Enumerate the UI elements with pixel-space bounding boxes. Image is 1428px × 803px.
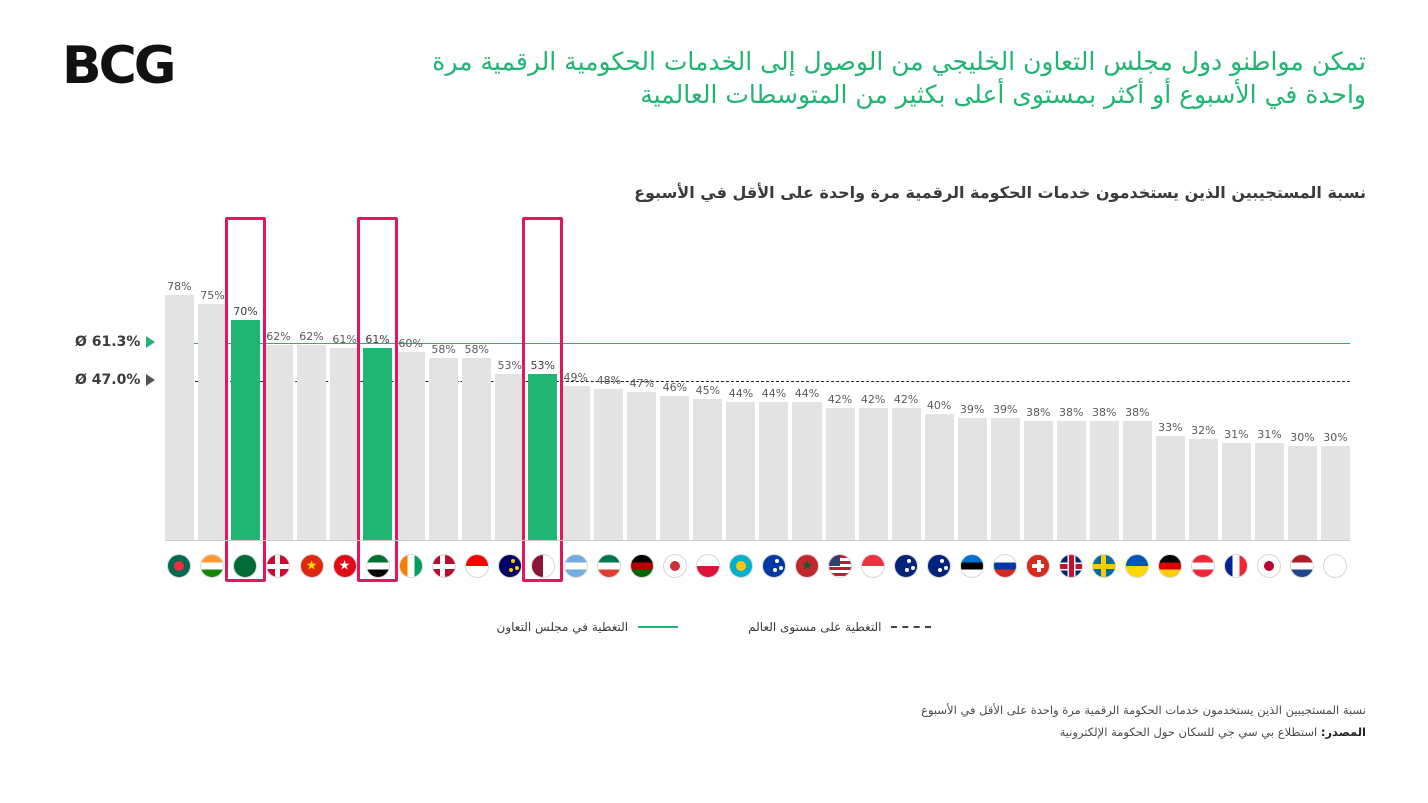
bar-column: [1189, 235, 1218, 540]
flag-cell: [826, 546, 855, 586]
flag-cell: [925, 546, 954, 586]
bar-column: [660, 235, 689, 540]
bar: [594, 374, 623, 540]
chart-legend: [0, 620, 1428, 634]
flag-cell: [892, 546, 921, 586]
bar-column: [1321, 235, 1350, 540]
bar-value-label: 53%: [497, 358, 522, 372]
bar: [627, 377, 656, 540]
flag-icon-che: [1026, 554, 1050, 578]
flag-cell: [627, 546, 656, 586]
bar-column: [396, 235, 425, 540]
bar-value-label: 32%: [1191, 424, 1216, 438]
bar-value-label: 30%: [1290, 430, 1315, 444]
footer: [366, 700, 1366, 744]
footer-source-label: المصدر:: [1320, 724, 1366, 739]
bar-column: [1024, 235, 1053, 540]
bar-column: [495, 235, 524, 540]
flag-icon-pol: [696, 554, 720, 578]
flag-icon-aut: [1191, 554, 1215, 578]
bar: [1288, 430, 1317, 540]
bar: [264, 330, 293, 540]
bar-value-label: 42%: [893, 393, 919, 407]
bar: [759, 386, 788, 540]
plot-region: [165, 235, 1350, 540]
flag-icon-ken: [630, 554, 654, 578]
bar: [1057, 405, 1086, 540]
flag-icon-are: [366, 554, 390, 578]
bar: [297, 330, 326, 540]
legend-solid-line-icon: [638, 626, 678, 628]
bar: [925, 399, 954, 540]
bcg-logo: BCG: [62, 36, 174, 96]
flag-cell: [693, 546, 722, 586]
bar-value-label: 30%: [1323, 430, 1348, 444]
footer-source: [366, 722, 1366, 744]
bar: [330, 333, 359, 540]
bar-value-label: 49%: [563, 371, 588, 385]
flag-icon-aus: [927, 554, 951, 578]
bar-value-label: 44%: [728, 386, 754, 400]
flag-cell: [1024, 546, 1053, 586]
bar-column: [1222, 235, 1251, 540]
bar-value-label: 60%: [398, 336, 423, 350]
bar: [231, 305, 260, 540]
bar-column: [627, 235, 656, 540]
bar: [1222, 427, 1251, 540]
bar: [363, 333, 392, 540]
bar-column: [297, 235, 326, 540]
bar-value-label: 47%: [629, 377, 655, 391]
flag-cell: [396, 546, 425, 586]
flag-icon-tur: ★: [333, 554, 357, 578]
bar: [495, 358, 524, 540]
bar-column: [462, 235, 491, 540]
bar-column: [198, 235, 227, 540]
bar-value-label: 58%: [464, 342, 489, 356]
flag-icon-deu: [1158, 554, 1182, 578]
flag-cell: [1057, 546, 1086, 586]
flag-icon-qat: [531, 554, 555, 578]
flag-cell: [1288, 546, 1317, 586]
flag-cell: [561, 546, 590, 586]
bar-column: [264, 235, 293, 540]
flag-icon-kaz: [729, 554, 753, 578]
flag-icon-ind: [200, 554, 224, 578]
footer-note: نسبة المستجيبين الذين يستخدمون خدمات الحكومة الرقمية مرة واحدة على الأقل في الأسبوع: [921, 703, 1366, 717]
legend-item-gcc: [497, 620, 679, 634]
bar-column: [925, 235, 954, 540]
bar-column: [165, 235, 194, 540]
bar-value-label: 48%: [596, 374, 622, 388]
bar: [859, 393, 888, 540]
bar: [528, 358, 557, 540]
flag-cell: [1090, 546, 1119, 586]
bar: [462, 342, 491, 540]
flag-icon-chn: ★: [300, 554, 324, 578]
bar-value-label: 31%: [1257, 427, 1282, 441]
flag-cell: [1222, 546, 1251, 586]
world-average-label: [75, 372, 155, 388]
bar-value-label: 44%: [761, 386, 787, 400]
bar: [792, 386, 821, 540]
flag-cell: [264, 546, 293, 586]
flag-icon-sau: [233, 554, 257, 578]
flag-icon-zaf: [597, 554, 621, 578]
bar-value-label: 45%: [695, 383, 721, 397]
bar: [826, 393, 855, 540]
triangle-marker-icon: [146, 336, 155, 348]
bar: [660, 380, 689, 540]
bar-value-label: 58%: [431, 342, 456, 356]
flag-icon-nzl: [894, 554, 918, 578]
flag-cell: [1255, 546, 1284, 586]
bar-value-label: 38%: [1092, 405, 1117, 419]
flag-icon-gbr: [1059, 554, 1083, 578]
flag-icon-mar: ★: [795, 554, 819, 578]
legend-label-world: التغطية على مستوى العالم: [748, 620, 882, 634]
flag-cell: [859, 546, 888, 586]
flag-cell: [528, 546, 557, 586]
bar: [726, 386, 755, 540]
bar-value-label: 39%: [992, 402, 1018, 416]
flag-cell: [759, 546, 788, 586]
bar-column: [991, 235, 1020, 540]
bar: [991, 402, 1020, 541]
flag-cell: [198, 546, 227, 586]
bar: [1024, 405, 1053, 540]
bar-column: [1057, 235, 1086, 540]
flag-cell: [660, 546, 689, 586]
bar-column: [1156, 235, 1185, 540]
bar-column: [792, 235, 821, 540]
flag-icon-jpn: [1257, 554, 1281, 578]
gcc-average-value: Ø 61.3%: [75, 334, 141, 350]
flag-cell: [231, 546, 260, 586]
bar-column: [594, 235, 623, 540]
bar-value-label: 62%: [299, 330, 324, 344]
bar: [165, 280, 194, 540]
bar-value-label: 78%: [167, 280, 192, 293]
bar: [429, 342, 458, 540]
bar: [396, 336, 425, 540]
bar-column: [528, 235, 557, 540]
bar-value-label: 46%: [662, 380, 688, 394]
triangle-marker-icon: [146, 374, 155, 386]
flag-cell: [462, 546, 491, 586]
flag-icon-bgd: [167, 554, 191, 578]
legend-item-world: [748, 620, 931, 634]
legend-dashed-line-icon: [891, 626, 931, 628]
flag-axis: [165, 546, 1350, 586]
bar-column: [1123, 235, 1152, 540]
bar-value-label: 44%: [794, 386, 820, 400]
bar-column: [859, 235, 888, 540]
bar-column: [693, 235, 722, 540]
bar-value-label: 31%: [1224, 427, 1249, 441]
chart-subtitle: نسبة المستجيبين الذين يستخدمون خدمات الحكومة الرقمية مرة واحدة على الأقل في الأسبوع: [634, 183, 1366, 202]
flag-icon-ukr: [1125, 554, 1149, 578]
bar-column: [1255, 235, 1284, 540]
axis-baseline: [165, 540, 1350, 541]
flag-cell: [363, 546, 392, 586]
bar-column: [726, 235, 755, 540]
flag-icon-nor: [432, 554, 456, 578]
flag-icon-civ: [399, 554, 423, 578]
flag-icon-fra: [1224, 554, 1248, 578]
bar-value-label: 62%: [266, 330, 291, 344]
bar-value-label: 33%: [1158, 421, 1183, 435]
bar-value-label: 42%: [827, 393, 853, 407]
flag-cell: [1321, 546, 1350, 586]
flag-icon-rus: [993, 554, 1017, 578]
bar-value-label: 38%: [1059, 405, 1084, 419]
bar-value-label: 39%: [959, 402, 985, 416]
bar-value-label: 42%: [860, 393, 886, 407]
bar-value-label: 61%: [365, 333, 390, 347]
flag-icon-swe: [1092, 554, 1116, 578]
bar-column: [363, 235, 392, 540]
bar: [892, 393, 921, 540]
bar: [1123, 405, 1152, 540]
flag-icon-dnk: [266, 554, 290, 578]
page-title: تمكن مواطنو دول مجلس التعاون الخليجي من الوصول إلى الخدمات الحكومية الرقمية مرة واحدة في الأسبوع أو أكثر بمستوى أعلى بكثير من المتوسطات العالمية: [432, 47, 1366, 109]
bar-value-label: 75%: [200, 289, 225, 303]
flag-cell: [792, 546, 821, 586]
footer-source-text: استطلاع بي سي جي للسكان حول الحكومة الإلكترونية: [1059, 724, 1318, 739]
flag-icon-idn: [465, 554, 489, 578]
bar-value-label: 38%: [1125, 405, 1150, 419]
bar-column: [759, 235, 788, 540]
flag-icon-est: [960, 554, 984, 578]
flag-icon-chl: [762, 554, 786, 578]
flag-cell: [991, 546, 1020, 586]
flag-icon-mys: [498, 554, 522, 578]
flag-cell: [495, 546, 524, 586]
bar-column: [231, 235, 260, 540]
flag-cell: [1189, 546, 1218, 586]
flag-cell: [958, 546, 987, 586]
bar: [1255, 427, 1284, 540]
bar: [1189, 424, 1218, 540]
bar: [693, 383, 722, 540]
flag-cell: [1156, 546, 1185, 586]
flag-cell: [594, 546, 623, 586]
flag-icon-arg: [564, 554, 588, 578]
bar-series: [165, 235, 1350, 540]
bar-column: [826, 235, 855, 540]
bar-value-label: 53%: [530, 358, 555, 372]
flag-icon-nld: [1290, 554, 1314, 578]
bar: [1090, 405, 1119, 540]
bar-column: [892, 235, 921, 540]
legend-label-gcc: التغطية في مجلس التعاون: [496, 620, 629, 634]
flag-cell: [297, 546, 326, 586]
bar-value-label: 38%: [1025, 405, 1051, 419]
bar-value-label: 40%: [926, 399, 952, 413]
bar: [1321, 430, 1350, 540]
gcc-average-label: [75, 334, 155, 350]
bar-column: [1288, 235, 1317, 540]
flag-icon-sgp: [861, 554, 885, 578]
flag-icon-can: [1323, 554, 1347, 578]
flag-cell: [165, 546, 194, 586]
bar: [561, 371, 590, 540]
bar-column: [429, 235, 458, 540]
bar: [958, 402, 987, 541]
world-average-value: Ø 47.0%: [75, 372, 141, 388]
bar-column: [561, 235, 590, 540]
bar: [198, 289, 227, 540]
flag-cell: [429, 546, 458, 586]
chart: [0, 235, 1428, 595]
bar-column: [1090, 235, 1119, 540]
bar-column: [958, 235, 987, 540]
flag-cell: [330, 546, 359, 586]
flag-cell: [726, 546, 755, 586]
flag-icon-usa: [828, 554, 852, 578]
bar: [1156, 421, 1185, 540]
bar-value-label: 70%: [233, 305, 258, 319]
flag-cell: [1123, 546, 1152, 586]
bar-column: [330, 235, 359, 540]
bar-value-label: 61%: [332, 333, 357, 347]
flag-icon-kor: [663, 554, 687, 578]
